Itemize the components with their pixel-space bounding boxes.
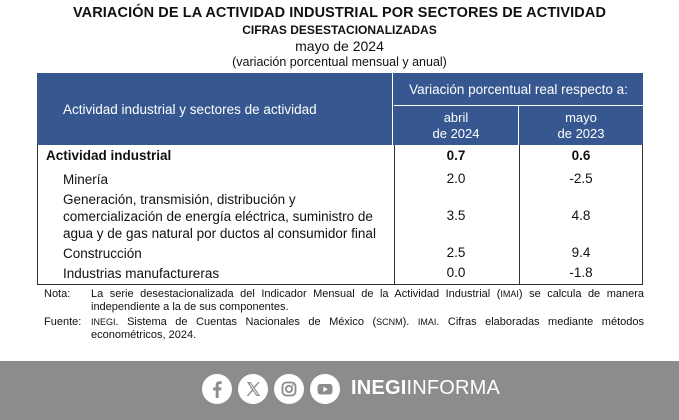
title-block <box>0 4 679 69</box>
row-value-annual: 4.8 <box>571 208 591 223</box>
row-label-line: Generación, transmisión, distribución y <box>63 192 296 207</box>
col2-line1: mayo <box>565 109 597 125</box>
note-text: La serie desestacionalizada del Indicador Mensual de la Actividad Industrial (IMAI) se calcula de manera independiente a la de sus componentes. <box>91 288 644 313</box>
row-label: Construcción <box>63 246 142 261</box>
row-value-annual: 0.6 <box>571 148 591 163</box>
row-label: Industrias manufactureras <box>63 266 220 281</box>
row-label-line: comercialización de energía eléctrica, suministro de <box>63 209 373 224</box>
row-label-line: agua y de gas natural por ductos al consumidor final <box>63 226 376 241</box>
youtube-icon[interactable] <box>310 374 340 404</box>
notes-block <box>44 288 644 344</box>
row-value-monthly: 3.5 <box>446 208 466 223</box>
row-label <box>63 191 376 242</box>
unit-label: (variación porcentual mensual y anual) <box>232 55 447 69</box>
table-body <box>37 145 643 285</box>
column-header-april-2024 <box>394 106 519 145</box>
col2-line2: de 2023 <box>557 125 605 141</box>
period-label: mayo de 2024 <box>295 38 384 54</box>
row-value-monthly: 0.7 <box>446 148 466 163</box>
source-key: Fuente: <box>44 316 82 328</box>
table-row <box>38 191 642 243</box>
row-value-monthly: 0.0 <box>446 265 466 280</box>
column-header-may-2023 <box>519 106 643 145</box>
facebook-icon[interactable] <box>202 374 232 404</box>
page-subtitle: CIFRAS DESESTACIONALIZADAS <box>242 23 437 37</box>
x-icon[interactable] <box>238 374 268 404</box>
source-text: INEGI. Sistema de Cuentas Nacionales de México (SCNM). IMAI. Cifras elaboradas mediante métodos econométricos, 2024. <box>91 316 644 341</box>
page-title: VARIACIÓN DE LA ACTIVIDAD INDUSTRIAL POR SECTORES DE ACTIVIDAD <box>72 5 607 21</box>
row-value-monthly: 2.0 <box>446 171 466 186</box>
row-value-annual: 9.4 <box>571 245 591 260</box>
source-row <box>44 316 644 342</box>
footer-bar <box>0 361 679 420</box>
table-header <box>37 73 643 145</box>
col1-line2: de 2024 <box>432 125 480 141</box>
row-label: Minería <box>63 172 109 187</box>
instagram-icon[interactable] <box>274 374 304 404</box>
row-value-annual: -1.8 <box>569 265 593 280</box>
row-value-monthly: 2.5 <box>446 245 466 260</box>
column-group-header: Variación porcentual real respecto a: <box>394 73 643 106</box>
brand-logo: INEGIINFORMA <box>351 377 501 399</box>
col1-line1: abril <box>443 109 469 125</box>
row-value-annual: -2.5 <box>569 171 593 186</box>
note-key: Nota: <box>44 288 71 300</box>
note-row <box>44 288 644 314</box>
social-links <box>202 374 340 404</box>
column-header-sectors: Actividad industrial y sectores de actividad <box>37 73 393 145</box>
row-label: Actividad industrial <box>46 148 172 163</box>
